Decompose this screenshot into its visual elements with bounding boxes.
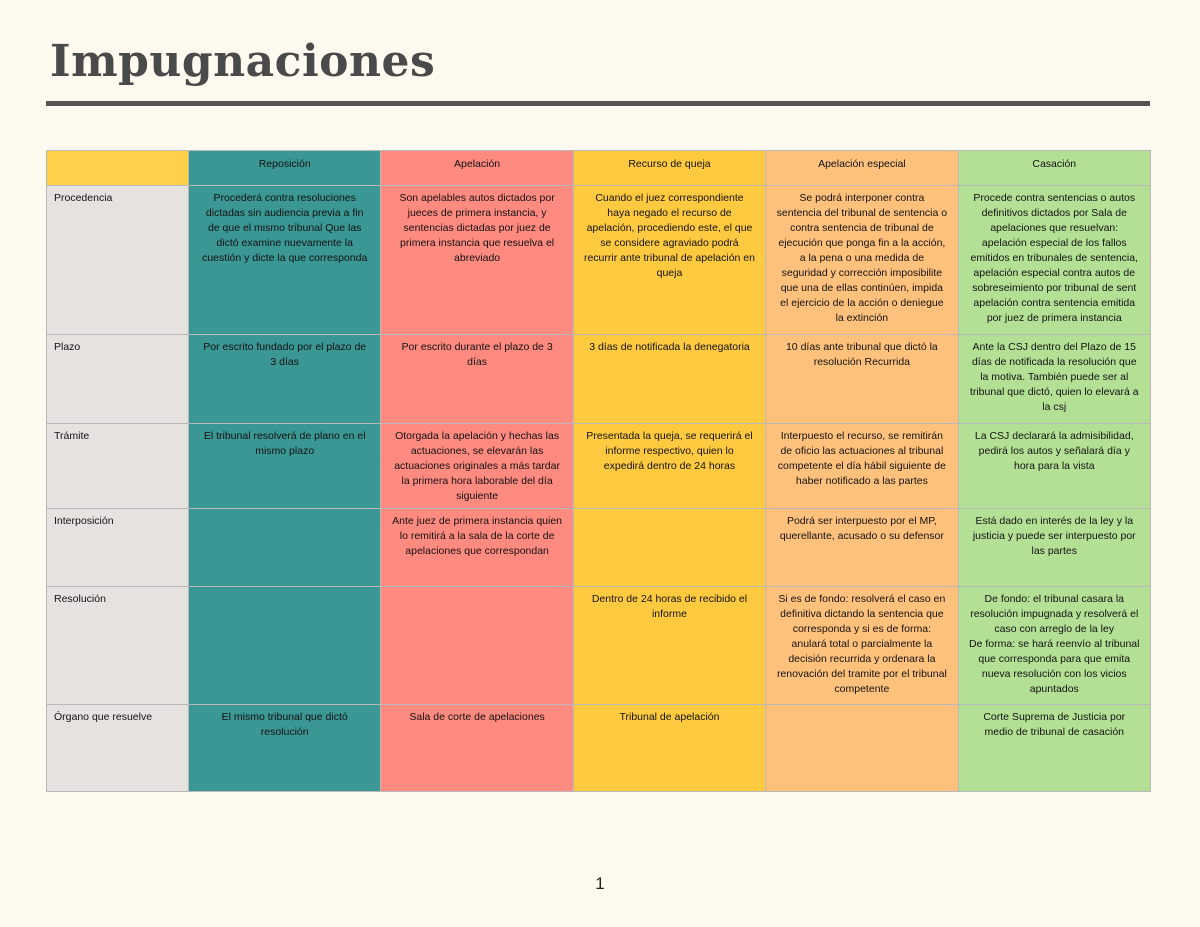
header-apelacion-especial: Apelación especial (766, 151, 958, 186)
cell-plazo-apelacion-especial: 10 días ante tribunal que dictó la resolución Recurrida (766, 335, 958, 424)
table-row-tramite (47, 424, 1151, 509)
header-reposicion: Reposición (189, 151, 381, 186)
table-row-resolucion (47, 587, 1151, 705)
cell-organo-reposicion: El mismo tribunal que dictó resolución (189, 705, 381, 792)
title-divider (46, 101, 1150, 106)
page-number: 1 (595, 874, 605, 893)
cell-plazo-reposicion: Por escrito fundado por el plazo de 3 días (189, 335, 381, 424)
cell-tramite-recurso-de-queja: Presentada la queja, se requerirá el informe respectivo, quien lo expedirá dentro de 24 horas (573, 424, 765, 509)
header-casacion: Casación (958, 151, 1150, 186)
row-label-organo-que-resuelve: Órgano que resuelve (47, 705, 189, 792)
table-row-organo-que-resuelve (47, 705, 1151, 792)
cell-procedencia-recurso-de-queja: Cuando el juez correspondiente haya negado el recurso de apelación, procediendo este, el que se considere agraviado podrá recurrir ante tribunal de apelación en queja (573, 186, 765, 335)
cell-procedencia-casacion: Procede contra sentencias o autos definitivos dictados por Sala de apelaciones que resuelvan: apelación especial de los fallos emitidos en tribunales de sentencia, apelación especial contra autos de sobreseimiento por tribunal de sent apelación contra sentencia emitida por juez de primera instancia (958, 186, 1150, 335)
cell-interposicion-apelacion: Ante juez de primera instancia quien lo remitirá a la sala de la corte de apelaciones que correspondan (381, 509, 573, 587)
cell-tramite-casacion: La CSJ declarará la admisibilidad, pedirá los autos y señalará día y hora para la vista (958, 424, 1150, 509)
cell-plazo-apelacion: Por escrito durante el plazo de 3 días (381, 335, 573, 424)
row-label-procedencia: Procedencia (47, 186, 189, 335)
header-apelacion: Apelación (381, 151, 573, 186)
cell-resolucion-recurso-de-queja: Dentro de 24 horas de recibido el informe (573, 587, 765, 705)
cell-plazo-recurso-de-queja: 3 días de notificada la denegatoria (573, 335, 765, 424)
cell-interposicion-recurso-de-queja (573, 509, 765, 587)
row-label-plazo: Plazo (47, 335, 189, 424)
header-corner (47, 151, 189, 186)
cell-resolucion-apelacion-especial: Si es de fondo: resolverá el caso en definitiva dictando la sentencia que corresponda y si es de forma: anulará total o parcialmente la decisión recurrida y ordenara la renovación del tramite por el tribunal competente (766, 587, 958, 705)
cell-resolucion-reposicion (189, 587, 381, 705)
cell-interposicion-casacion: Está dado en interés de la ley y la justicia y puede ser interpuesto por las partes (958, 509, 1150, 587)
cell-procedencia-reposicion: Procederá contra resoluciones dictadas sin audiencia previa a fin de que el mismo tribunal Que las dictó examine nuevamente la cuestión y dicte la que corresponda (189, 186, 381, 335)
cell-interposicion-reposicion (189, 509, 381, 587)
cell-organo-recurso-de-queja: Tribunal de apelación (573, 705, 765, 792)
row-label-tramite: Trámite (47, 424, 189, 509)
row-label-interposicion: Interposición (47, 509, 189, 587)
row-label-resolucion: Resolución (47, 587, 189, 705)
table-header-row (47, 151, 1151, 186)
cell-tramite-apelacion: Otorgada la apelación y hechas las actuaciones, se elevarán las actuaciones originales a más tardar la primera hora laborable del día siguiente (381, 424, 573, 509)
cell-organo-apelacion: Sala de corte de apelaciones (381, 705, 573, 792)
table-row-procedencia (47, 186, 1151, 335)
cell-organo-apelacion-especial (766, 705, 958, 792)
cell-procedencia-apelacion: Son apelables autos dictados por jueces de primera instancia, y sentencias dictadas por juez de primera instancia que resuelva el abreviado (381, 186, 573, 335)
table-row-plazo (47, 335, 1151, 424)
page-title: Impugnaciones (50, 36, 436, 87)
cell-interposicion-apelacion-especial: Podrá ser interpuesto por el MP, querellante, acusado o su defensor (766, 509, 958, 587)
cell-resolucion-apelacion (381, 587, 573, 705)
table-row-interposicion (47, 509, 1151, 587)
cell-organo-casacion: Corte Suprema de Justicia por medio de tribunal de casación (958, 705, 1150, 792)
cell-tramite-apelacion-especial: Interpuesto el recurso, se remitirán de oficio las actuaciones al tribunal competente el día hábil siguiente de haber notificado a las partes (766, 424, 958, 509)
cell-plazo-casacion: Ante la CSJ dentro del Plazo de 15 días de notificada la resolución que la motiva. También puede ser al tribunal que dictó, quien lo elevará a la csj (958, 335, 1150, 424)
cell-procedencia-apelacion-especial: Se podrá interponer contra sentencia del tribunal de sentencia o contra sentencia de tribunal de ejecución que ponga fin a la acción, a la pena o una medida de seguridad y corrección imposibilite que una de ellas continúen, impida el ejercicio de la acción o deniegue la extinción (766, 186, 958, 335)
impugnaciones-table (46, 150, 1151, 792)
cell-tramite-reposicion: El tribunal resolverá de plano en el mismo plazo (189, 424, 381, 509)
header-recurso-de-queja: Recurso de queja (573, 151, 765, 186)
cell-resolucion-casacion: De fondo: el tribunal casara la resolución impugnada y resolverá el caso con arreglo de la ley De forma: se hará reenvío al tribunal que corresponda para que emita nueva resolución con los vicios apuntados (958, 587, 1150, 705)
